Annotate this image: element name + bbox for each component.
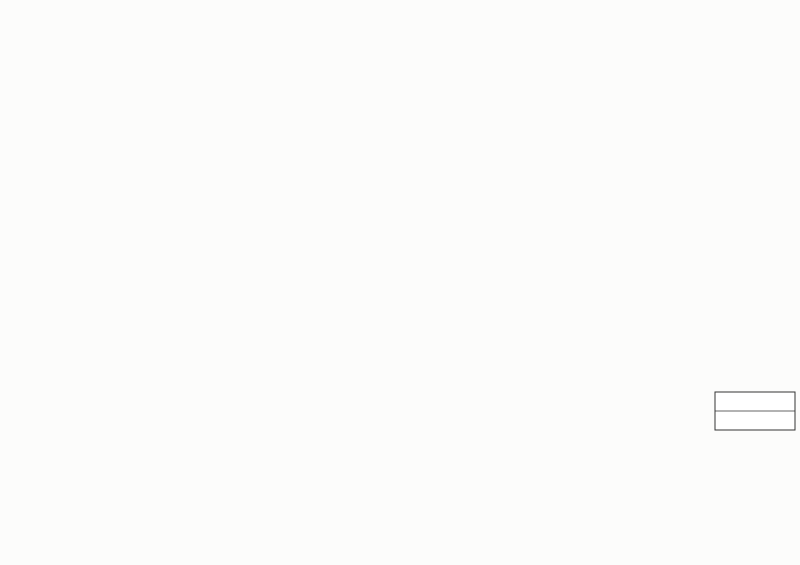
reference-box [715,392,795,430]
